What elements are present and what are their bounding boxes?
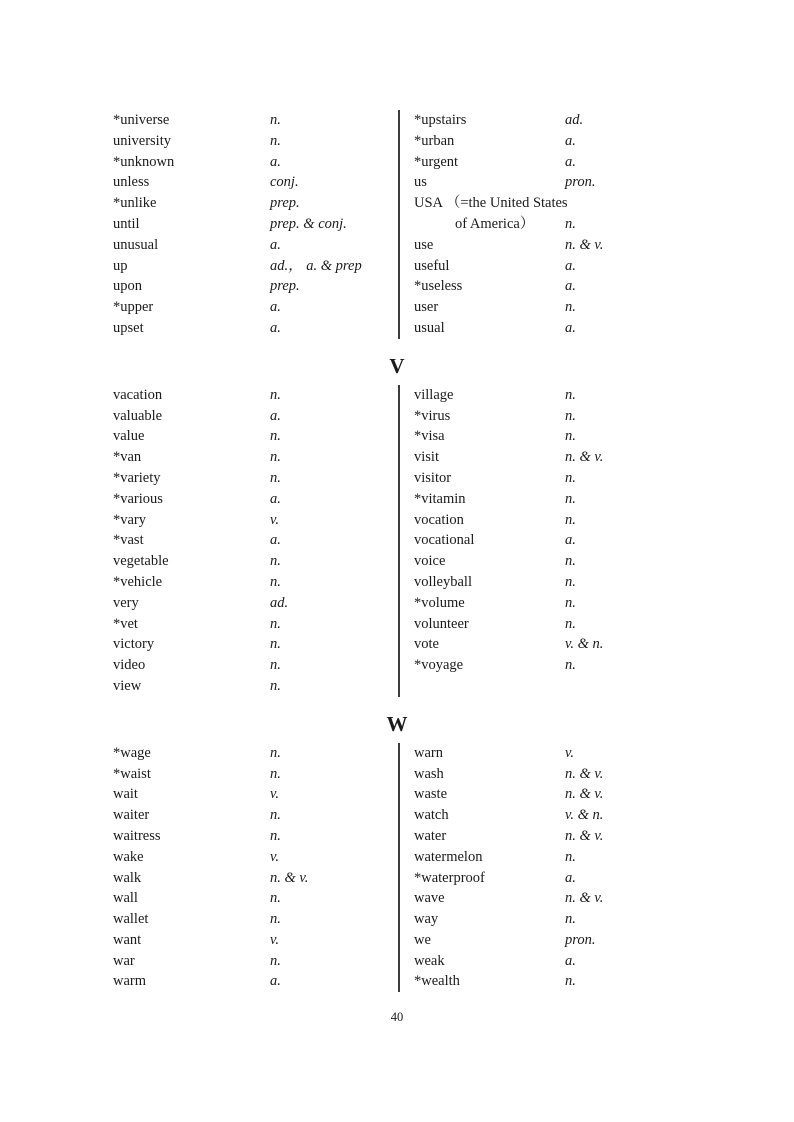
entry-pos: a. <box>565 257 576 274</box>
entry-pos: n. <box>565 848 576 865</box>
entry-pos: a. <box>270 532 281 549</box>
word-row <box>80 318 398 339</box>
entry-word: vocational <box>414 532 475 549</box>
word-row <box>400 318 714 339</box>
word-row <box>400 930 714 951</box>
entry-word: vote <box>414 636 439 653</box>
word-row <box>400 593 714 614</box>
entry-pos: n. <box>270 132 281 149</box>
entry-word-continuation: of America） <box>455 215 535 232</box>
entry-pos: n. <box>270 553 281 570</box>
word-row <box>80 276 398 297</box>
entry-pos: n. <box>270 386 281 403</box>
word-row <box>400 152 714 173</box>
entry-pos: v. <box>565 744 574 761</box>
word-column-left <box>80 110 398 339</box>
section-v-columns <box>80 385 714 697</box>
word-row <box>400 385 714 406</box>
word-column-left <box>80 385 398 697</box>
entry-pos: n. <box>565 428 576 445</box>
word-row <box>80 172 398 193</box>
entry-pos: a. <box>270 153 281 170</box>
entry-pos: conj. <box>270 174 299 191</box>
entry-word: *upper <box>113 299 154 316</box>
entry-pos: n. & v. <box>565 827 604 844</box>
word-row <box>80 868 398 889</box>
entry-pos: n. <box>270 890 281 907</box>
entry-word: *unlike <box>113 195 157 212</box>
word-row <box>400 634 714 655</box>
word-row <box>400 489 714 510</box>
entry-pos: n. & v. <box>565 765 604 782</box>
entry-pos: a. <box>270 319 281 336</box>
entry-word: *voyage <box>414 657 464 674</box>
entry-word: *urban <box>414 132 455 149</box>
entry-pos: n. <box>270 911 281 928</box>
section-w-columns <box>80 743 714 993</box>
word-row <box>80 572 398 593</box>
entry-word: weak <box>414 952 445 969</box>
word-row <box>80 971 398 992</box>
word-row <box>80 743 398 764</box>
word-row <box>400 510 714 531</box>
entry-word: way <box>414 911 439 928</box>
entry-word: village <box>414 386 454 403</box>
entry-pos: v. <box>270 511 279 528</box>
entry-word: us <box>414 174 427 191</box>
entry-word: watermelon <box>414 848 483 865</box>
entry-word: waitress <box>113 827 161 844</box>
word-row <box>400 764 714 785</box>
word-row <box>80 131 398 152</box>
entry-word: walk <box>113 869 142 886</box>
entry-pos: a. <box>565 869 576 886</box>
word-row <box>400 951 714 972</box>
entry-word: *volume <box>414 594 465 611</box>
entry-word: video <box>113 657 146 674</box>
word-row <box>400 784 714 805</box>
word-row <box>80 256 398 277</box>
entry-pos: n. <box>270 615 281 632</box>
entry-pos: prep. <box>270 195 300 212</box>
entry-word: unless <box>113 174 150 191</box>
entry-pos: n. <box>565 407 576 424</box>
entry-word: victory <box>113 636 155 653</box>
section-u-columns <box>80 110 714 339</box>
word-row <box>80 593 398 614</box>
entry-word: vocation <box>414 511 464 528</box>
entry-word: *vehicle <box>113 573 163 590</box>
entry-pos: ad. <box>565 112 584 128</box>
entry-pos: n. <box>270 573 281 590</box>
entry-word: use <box>414 236 434 253</box>
word-row <box>80 909 398 930</box>
word-row <box>80 951 398 972</box>
entry-word: voice <box>414 553 446 570</box>
word-row <box>80 152 398 173</box>
entry-pos: n. <box>565 490 576 507</box>
entry-pos: a. <box>565 132 576 149</box>
entry-pos: n. <box>270 112 281 128</box>
entry-word: wave <box>414 890 445 907</box>
entry-word: USA （=the United States <box>414 195 568 212</box>
word-row <box>80 193 398 214</box>
entry-word: upset <box>113 319 144 336</box>
entry-word: wait <box>113 786 138 803</box>
entry-pos: n. <box>565 973 576 990</box>
word-row <box>80 614 398 635</box>
entry-word: *variety <box>113 469 161 486</box>
word-row <box>80 406 398 427</box>
entry-word: value <box>113 428 145 445</box>
entry-word: useful <box>414 257 450 274</box>
section-header-v: V <box>389 353 405 378</box>
word-row <box>400 826 714 847</box>
entry-word: visit <box>414 449 439 466</box>
word-row <box>80 297 398 318</box>
entry-word: wake <box>113 848 144 865</box>
entry-pos: v. & n. <box>565 807 604 824</box>
entry-pos: n. & v. <box>270 869 309 886</box>
word-row <box>400 888 714 909</box>
entry-word: volunteer <box>414 615 469 632</box>
entry-pos: n. <box>270 657 281 674</box>
entry-word: *vet <box>113 615 138 632</box>
entry-pos: prep. <box>270 278 300 295</box>
entry-pos: a. <box>565 319 576 336</box>
entry-pos: n. <box>270 744 281 761</box>
word-column-right <box>398 110 714 339</box>
word-row <box>400 172 714 193</box>
entry-pos: a. <box>270 407 281 424</box>
entry-pos: n. <box>565 573 576 590</box>
word-column-right <box>398 743 714 993</box>
word-row <box>80 110 398 131</box>
entry-pos: n. & v. <box>565 449 604 466</box>
word-row <box>400 655 714 676</box>
word-row <box>400 909 714 930</box>
word-row <box>400 193 714 214</box>
entry-word: vegetable <box>113 553 169 570</box>
word-row <box>80 214 398 235</box>
entry-word: valuable <box>113 407 163 424</box>
word-row <box>80 551 398 572</box>
entry-pos: n. <box>565 594 576 611</box>
entry-word: watch <box>414 807 449 824</box>
word-row <box>400 847 714 868</box>
word-row <box>400 468 714 489</box>
entry-word: very <box>113 594 139 611</box>
word-row-continuation <box>400 214 714 235</box>
word-row <box>400 276 714 297</box>
section-u <box>80 110 714 339</box>
entry-pos: n. <box>270 827 281 844</box>
entry-word: *unknown <box>113 153 175 170</box>
entry-word: unusual <box>113 236 159 253</box>
word-row <box>400 805 714 826</box>
word-row <box>400 406 714 427</box>
entry-word: *vary <box>113 511 147 528</box>
word-row <box>80 235 398 256</box>
word-row <box>400 256 714 277</box>
entry-word: *urgent <box>414 153 459 170</box>
entry-pos: n. <box>270 428 281 445</box>
word-row <box>80 385 398 406</box>
word-row <box>400 426 714 447</box>
entry-word: *vast <box>113 532 144 549</box>
entry-word: view <box>113 677 142 694</box>
entry-word: *van <box>113 449 142 466</box>
word-column-left <box>80 743 398 993</box>
entry-word: vacation <box>113 386 163 403</box>
entry-word: until <box>113 215 140 232</box>
entry-pos: v. & n. <box>565 636 604 653</box>
page-number: 40 <box>390 1010 404 1025</box>
entry-word: we <box>414 931 431 948</box>
entry-word: want <box>113 931 142 948</box>
entry-word: up <box>113 257 128 274</box>
section-v <box>80 347 714 697</box>
entry-pos: n. <box>270 952 281 969</box>
word-row <box>80 489 398 510</box>
entry-pos: prep. & conj. <box>270 215 347 232</box>
word-row <box>80 888 398 909</box>
entry-word: visitor <box>414 469 452 486</box>
entry-pos: pron. <box>565 931 596 948</box>
entry-pos: ad.， a. & prep <box>270 257 362 274</box>
entry-word: *vitamin <box>414 490 466 507</box>
entry-word: *visa <box>414 428 445 445</box>
word-row <box>400 572 714 593</box>
entry-pos: a. <box>270 236 281 253</box>
word-row <box>80 930 398 951</box>
word-row <box>400 971 714 992</box>
entry-pos: n. <box>565 657 576 674</box>
entry-word: warm <box>113 973 147 990</box>
entry-word: warn <box>414 744 443 761</box>
entry-pos: a. <box>565 532 576 549</box>
entry-pos: v. <box>270 786 279 803</box>
entry-pos: n. <box>565 386 576 403</box>
word-row <box>400 530 714 551</box>
entry-pos: n. & v. <box>565 890 604 907</box>
entry-pos: a. <box>270 299 281 316</box>
entry-word: waste <box>414 786 448 803</box>
entry-pos: a. <box>565 952 576 969</box>
entry-word: *wage <box>113 744 151 761</box>
word-row <box>80 805 398 826</box>
entry-pos: n. <box>270 765 281 782</box>
entry-pos: v. <box>270 848 279 865</box>
entry-word: *virus <box>414 407 451 424</box>
word-row <box>400 447 714 468</box>
word-row <box>400 235 714 256</box>
entry-word: water <box>414 827 447 844</box>
entry-pos: n. <box>565 911 576 928</box>
word-row <box>80 510 398 531</box>
word-row <box>80 826 398 847</box>
entry-word: *useless <box>414 278 463 295</box>
word-row <box>400 551 714 572</box>
word-row <box>80 468 398 489</box>
entry-word: *waterproof <box>414 869 485 886</box>
entry-pos: ad. <box>270 594 289 611</box>
entry-word: university <box>113 132 171 149</box>
entry-word: *universe <box>113 112 170 128</box>
entry-pos: a. <box>565 278 576 295</box>
word-row <box>80 530 398 551</box>
section-w <box>80 705 714 993</box>
entry-pos: n. & v. <box>565 236 604 253</box>
entry-pos: n. & v. <box>565 786 604 803</box>
entry-pos: a. <box>270 973 281 990</box>
entry-word: waiter <box>113 807 150 824</box>
entry-word: wallet <box>113 911 149 928</box>
word-row <box>80 764 398 785</box>
entry-pos: n. <box>565 299 576 316</box>
entry-pos: pron. <box>565 174 596 191</box>
entry-word: upon <box>113 278 142 295</box>
word-row <box>400 110 714 131</box>
word-row <box>80 447 398 468</box>
entry-pos: n. <box>270 677 281 694</box>
entry-pos: n. <box>565 511 576 528</box>
entry-pos: v. <box>270 931 279 948</box>
entry-pos: n. <box>270 449 281 466</box>
entry-word: user <box>414 299 439 316</box>
entry-pos: n. <box>565 615 576 632</box>
word-row <box>400 131 714 152</box>
entry-pos: n. <box>565 553 576 570</box>
entry-pos: n. <box>565 215 576 232</box>
word-column-right <box>398 385 714 697</box>
entry-word: wash <box>414 765 444 782</box>
entry-pos: a. <box>270 490 281 507</box>
entry-word: *waist <box>113 765 151 782</box>
entry-pos: n. <box>270 636 281 653</box>
entry-word: *upstairs <box>414 112 467 128</box>
word-row <box>80 634 398 655</box>
section-header-w: W <box>386 711 408 736</box>
entry-pos: n. <box>270 469 281 486</box>
entry-pos: n. <box>270 807 281 824</box>
word-row <box>400 614 714 635</box>
word-row <box>80 847 398 868</box>
word-row <box>80 655 398 676</box>
entry-word: war <box>113 952 135 969</box>
entry-pos: a. <box>565 153 576 170</box>
entry-word: *wealth <box>414 973 460 990</box>
entry-word: *various <box>113 490 163 507</box>
entry-word: usual <box>414 319 445 336</box>
entry-word: wall <box>113 890 138 907</box>
word-row <box>400 868 714 889</box>
word-row <box>400 743 714 764</box>
page-content <box>80 110 714 1024</box>
entry-word: volleyball <box>414 573 472 590</box>
word-row <box>400 297 714 318</box>
entry-pos: n. <box>565 469 576 486</box>
word-row <box>80 676 398 697</box>
word-row <box>80 426 398 447</box>
word-row <box>80 784 398 805</box>
